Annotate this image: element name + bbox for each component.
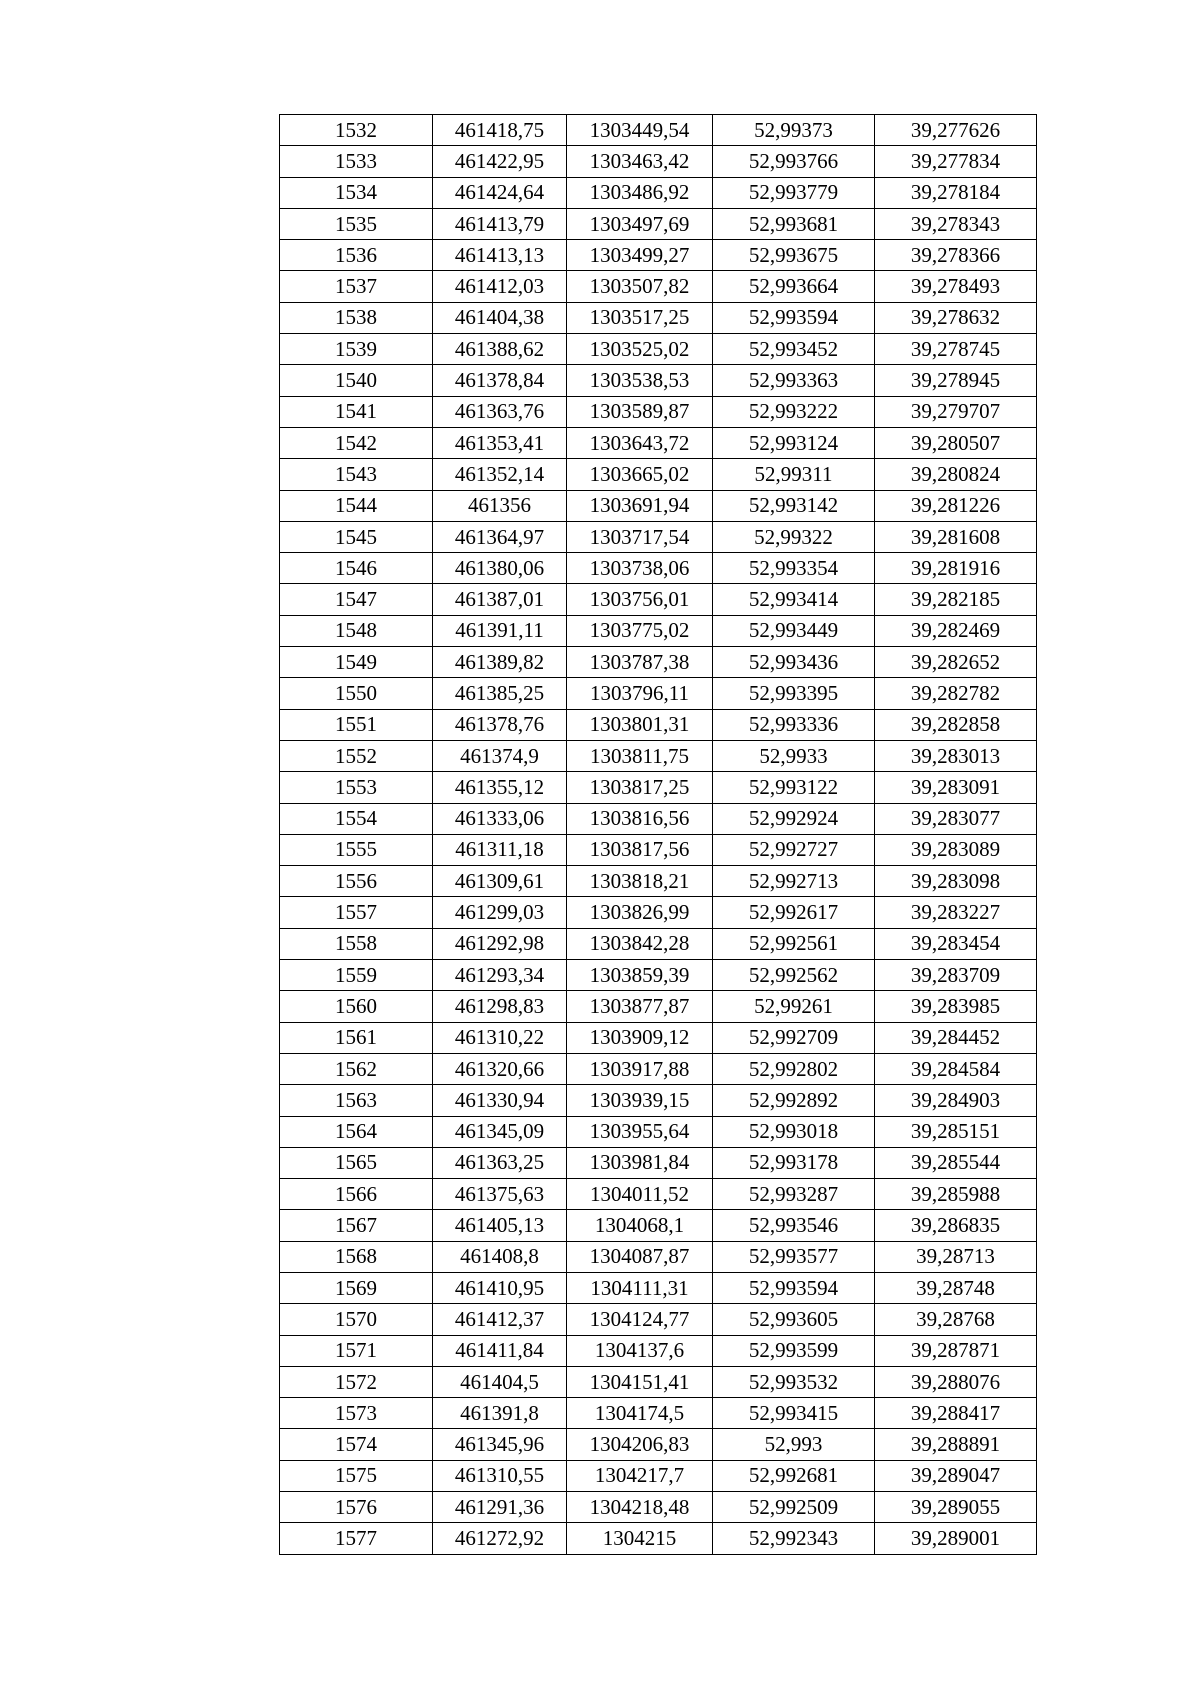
x-coordinate-cell: 461291,36 (433, 1492, 567, 1523)
table-row (280, 1523, 1037, 1554)
point-number-cell: 1537 (280, 271, 433, 302)
latitude-cell: 52,993546 (713, 1210, 875, 1241)
y-coordinate-cell: 1303486,92 (567, 177, 713, 208)
table-row (280, 1460, 1037, 1491)
x-coordinate-cell: 461345,96 (433, 1429, 567, 1460)
latitude-cell: 52,9933 (713, 740, 875, 771)
point-number-cell: 1534 (280, 177, 433, 208)
point-number-cell: 1563 (280, 1085, 433, 1116)
latitude-cell: 52,993142 (713, 490, 875, 521)
y-coordinate-cell: 1304011,52 (567, 1179, 713, 1210)
point-number-cell: 1559 (280, 960, 433, 991)
latitude-cell: 52,993532 (713, 1366, 875, 1397)
x-coordinate-cell: 461320,66 (433, 1053, 567, 1084)
point-number-cell: 1557 (280, 897, 433, 928)
y-coordinate-cell: 1303538,53 (567, 365, 713, 396)
y-coordinate-cell: 1304087,87 (567, 1241, 713, 1272)
table-row (280, 928, 1037, 959)
table-row (280, 1272, 1037, 1303)
x-coordinate-cell: 461405,13 (433, 1210, 567, 1241)
longitude-cell: 39,283098 (875, 866, 1037, 897)
latitude-cell: 52,992924 (713, 803, 875, 834)
y-coordinate-cell: 1303816,56 (567, 803, 713, 834)
y-coordinate-cell: 1304137,6 (567, 1335, 713, 1366)
longitude-cell: 39,278945 (875, 365, 1037, 396)
x-coordinate-cell: 461391,11 (433, 615, 567, 646)
longitude-cell: 39,28713 (875, 1241, 1037, 1272)
x-coordinate-cell: 461292,98 (433, 928, 567, 959)
longitude-cell: 39,285544 (875, 1147, 1037, 1178)
latitude-cell: 52,993675 (713, 240, 875, 271)
y-coordinate-cell: 1303796,11 (567, 678, 713, 709)
latitude-cell: 52,993577 (713, 1241, 875, 1272)
x-coordinate-cell: 461375,63 (433, 1179, 567, 1210)
x-coordinate-cell: 461418,75 (433, 115, 567, 146)
x-coordinate-cell: 461411,84 (433, 1335, 567, 1366)
point-number-cell: 1565 (280, 1147, 433, 1178)
y-coordinate-cell: 1303643,72 (567, 427, 713, 458)
longitude-cell: 39,283227 (875, 897, 1037, 928)
point-number-cell: 1550 (280, 678, 433, 709)
y-coordinate-cell: 1304174,5 (567, 1398, 713, 1429)
x-coordinate-cell: 461391,8 (433, 1398, 567, 1429)
latitude-cell: 52,993 (713, 1429, 875, 1460)
y-coordinate-cell: 1303756,01 (567, 584, 713, 615)
longitude-cell: 39,278366 (875, 240, 1037, 271)
table-row (280, 1241, 1037, 1272)
table-row (280, 866, 1037, 897)
x-coordinate-cell: 461412,03 (433, 271, 567, 302)
y-coordinate-cell: 1304206,83 (567, 1429, 713, 1460)
x-coordinate-cell: 461353,41 (433, 427, 567, 458)
longitude-cell: 39,281916 (875, 553, 1037, 584)
x-coordinate-cell: 461333,06 (433, 803, 567, 834)
table-row (280, 1492, 1037, 1523)
longitude-cell: 39,288891 (875, 1429, 1037, 1460)
point-number-cell: 1577 (280, 1523, 433, 1554)
longitude-cell: 39,278184 (875, 177, 1037, 208)
longitude-cell: 39,283985 (875, 991, 1037, 1022)
latitude-cell: 52,993449 (713, 615, 875, 646)
latitude-cell: 52,993681 (713, 208, 875, 239)
x-coordinate-cell: 461404,5 (433, 1366, 567, 1397)
table-row (280, 584, 1037, 615)
point-number-cell: 1551 (280, 709, 433, 740)
y-coordinate-cell: 1303717,54 (567, 521, 713, 552)
latitude-cell: 52,993436 (713, 647, 875, 678)
latitude-cell: 52,992562 (713, 960, 875, 991)
point-number-cell: 1535 (280, 208, 433, 239)
longitude-cell: 39,277834 (875, 146, 1037, 177)
table-row (280, 960, 1037, 991)
table-row (280, 1366, 1037, 1397)
x-coordinate-cell: 461298,83 (433, 991, 567, 1022)
point-number-cell: 1540 (280, 365, 433, 396)
longitude-cell: 39,286835 (875, 1210, 1037, 1241)
longitude-cell: 39,282858 (875, 709, 1037, 740)
table-row (280, 1179, 1037, 1210)
x-coordinate-cell: 461413,13 (433, 240, 567, 271)
latitude-cell: 52,992727 (713, 834, 875, 865)
latitude-cell: 52,993605 (713, 1304, 875, 1335)
longitude-cell: 39,283091 (875, 772, 1037, 803)
longitude-cell: 39,284584 (875, 1053, 1037, 1084)
longitude-cell: 39,288417 (875, 1398, 1037, 1429)
y-coordinate-cell: 1303738,06 (567, 553, 713, 584)
table-row (280, 1210, 1037, 1241)
point-number-cell: 1544 (280, 490, 433, 521)
point-number-cell: 1549 (280, 647, 433, 678)
latitude-cell: 52,993287 (713, 1179, 875, 1210)
y-coordinate-cell: 1303507,82 (567, 271, 713, 302)
point-number-cell: 1554 (280, 803, 433, 834)
latitude-cell: 52,992561 (713, 928, 875, 959)
latitude-cell: 52,992713 (713, 866, 875, 897)
y-coordinate-cell: 1303817,56 (567, 834, 713, 865)
y-coordinate-cell: 1303811,75 (567, 740, 713, 771)
y-coordinate-cell: 1303817,25 (567, 772, 713, 803)
latitude-cell: 52,993599 (713, 1335, 875, 1366)
point-number-cell: 1566 (280, 1179, 433, 1210)
table-row (280, 1147, 1037, 1178)
longitude-cell: 39,278493 (875, 271, 1037, 302)
table-row (280, 396, 1037, 427)
y-coordinate-cell: 1303525,02 (567, 334, 713, 365)
y-coordinate-cell: 1303826,99 (567, 897, 713, 928)
coordinates-table (279, 114, 1037, 1555)
table-row (280, 365, 1037, 396)
latitude-cell: 52,993594 (713, 1272, 875, 1303)
latitude-cell: 52,993124 (713, 427, 875, 458)
longitude-cell: 39,284452 (875, 1022, 1037, 1053)
longitude-cell: 39,283013 (875, 740, 1037, 771)
y-coordinate-cell: 1303955,64 (567, 1116, 713, 1147)
x-coordinate-cell: 461311,18 (433, 834, 567, 865)
y-coordinate-cell: 1303589,87 (567, 396, 713, 427)
point-number-cell: 1558 (280, 928, 433, 959)
point-number-cell: 1573 (280, 1398, 433, 1429)
latitude-cell: 52,992709 (713, 1022, 875, 1053)
latitude-cell: 52,993018 (713, 1116, 875, 1147)
x-coordinate-cell: 461364,97 (433, 521, 567, 552)
table-row (280, 678, 1037, 709)
table-row (280, 115, 1037, 146)
table-row (280, 1429, 1037, 1460)
longitude-cell: 39,282782 (875, 678, 1037, 709)
y-coordinate-cell: 1303449,54 (567, 115, 713, 146)
x-coordinate-cell: 461388,62 (433, 334, 567, 365)
latitude-cell: 52,992892 (713, 1085, 875, 1116)
x-coordinate-cell: 461310,55 (433, 1460, 567, 1491)
point-number-cell: 1568 (280, 1241, 433, 1272)
latitude-cell: 52,993415 (713, 1398, 875, 1429)
table-row (280, 1085, 1037, 1116)
longitude-cell: 39,289047 (875, 1460, 1037, 1491)
point-number-cell: 1572 (280, 1366, 433, 1397)
table-row (280, 208, 1037, 239)
latitude-cell: 52,99311 (713, 459, 875, 490)
y-coordinate-cell: 1304215 (567, 1523, 713, 1554)
x-coordinate-cell: 461345,09 (433, 1116, 567, 1147)
latitude-cell: 52,993363 (713, 365, 875, 396)
table-row (280, 647, 1037, 678)
latitude-cell: 52,992681 (713, 1460, 875, 1491)
y-coordinate-cell: 1303859,39 (567, 960, 713, 991)
y-coordinate-cell: 1304111,31 (567, 1272, 713, 1303)
y-coordinate-cell: 1303665,02 (567, 459, 713, 490)
y-coordinate-cell: 1303909,12 (567, 1022, 713, 1053)
table-row (280, 427, 1037, 458)
table-row (280, 490, 1037, 521)
point-number-cell: 1567 (280, 1210, 433, 1241)
y-coordinate-cell: 1304124,77 (567, 1304, 713, 1335)
x-coordinate-cell: 461424,64 (433, 177, 567, 208)
point-number-cell: 1552 (280, 740, 433, 771)
point-number-cell: 1548 (280, 615, 433, 646)
point-number-cell: 1553 (280, 772, 433, 803)
longitude-cell: 39,28748 (875, 1272, 1037, 1303)
x-coordinate-cell: 461408,8 (433, 1241, 567, 1272)
x-coordinate-cell: 461352,14 (433, 459, 567, 490)
x-coordinate-cell: 461355,12 (433, 772, 567, 803)
x-coordinate-cell: 461374,9 (433, 740, 567, 771)
table-row (280, 1304, 1037, 1335)
table-row (280, 1398, 1037, 1429)
latitude-cell: 52,993122 (713, 772, 875, 803)
table-row (280, 1335, 1037, 1366)
longitude-cell: 39,278745 (875, 334, 1037, 365)
x-coordinate-cell: 461293,34 (433, 960, 567, 991)
longitude-cell: 39,278343 (875, 208, 1037, 239)
point-number-cell: 1562 (280, 1053, 433, 1084)
table-row (280, 302, 1037, 333)
longitude-cell: 39,285151 (875, 1116, 1037, 1147)
latitude-cell: 52,993222 (713, 396, 875, 427)
y-coordinate-cell: 1304218,48 (567, 1492, 713, 1523)
x-coordinate-cell: 461389,82 (433, 647, 567, 678)
longitude-cell: 39,279707 (875, 396, 1037, 427)
longitude-cell: 39,281608 (875, 521, 1037, 552)
longitude-cell: 39,280824 (875, 459, 1037, 490)
longitude-cell: 39,283077 (875, 803, 1037, 834)
latitude-cell: 52,993452 (713, 334, 875, 365)
table-row (280, 740, 1037, 771)
point-number-cell: 1556 (280, 866, 433, 897)
point-number-cell: 1571 (280, 1335, 433, 1366)
longitude-cell: 39,278632 (875, 302, 1037, 333)
longitude-cell: 39,283709 (875, 960, 1037, 991)
latitude-cell: 52,993336 (713, 709, 875, 740)
latitude-cell: 52,993414 (713, 584, 875, 615)
x-coordinate-cell: 461309,61 (433, 866, 567, 897)
x-coordinate-cell: 461272,92 (433, 1523, 567, 1554)
longitude-cell: 39,28768 (875, 1304, 1037, 1335)
table-row (280, 1053, 1037, 1084)
x-coordinate-cell: 461356 (433, 490, 567, 521)
point-number-cell: 1545 (280, 521, 433, 552)
x-coordinate-cell: 461410,95 (433, 1272, 567, 1303)
x-coordinate-cell: 461380,06 (433, 553, 567, 584)
x-coordinate-cell: 461363,76 (433, 396, 567, 427)
table-row (280, 803, 1037, 834)
point-number-cell: 1543 (280, 459, 433, 490)
x-coordinate-cell: 461387,01 (433, 584, 567, 615)
table-row (280, 459, 1037, 490)
point-number-cell: 1570 (280, 1304, 433, 1335)
y-coordinate-cell: 1303801,31 (567, 709, 713, 740)
y-coordinate-cell: 1303499,27 (567, 240, 713, 271)
point-number-cell: 1569 (280, 1272, 433, 1303)
table-row (280, 146, 1037, 177)
latitude-cell: 52,992343 (713, 1523, 875, 1554)
point-number-cell: 1546 (280, 553, 433, 584)
longitude-cell: 39,288076 (875, 1366, 1037, 1397)
point-number-cell: 1536 (280, 240, 433, 271)
table-row (280, 991, 1037, 1022)
longitude-cell: 39,289001 (875, 1523, 1037, 1554)
table-row (280, 615, 1037, 646)
longitude-cell: 39,283089 (875, 834, 1037, 865)
table-row (280, 553, 1037, 584)
point-number-cell: 1560 (280, 991, 433, 1022)
y-coordinate-cell: 1303842,28 (567, 928, 713, 959)
x-coordinate-cell: 461310,22 (433, 1022, 567, 1053)
x-coordinate-cell: 461299,03 (433, 897, 567, 928)
table-row (280, 334, 1037, 365)
point-number-cell: 1547 (280, 584, 433, 615)
longitude-cell: 39,282652 (875, 647, 1037, 678)
y-coordinate-cell: 1303818,21 (567, 866, 713, 897)
table-row (280, 772, 1037, 803)
point-number-cell: 1574 (280, 1429, 433, 1460)
point-number-cell: 1533 (280, 146, 433, 177)
latitude-cell: 52,993664 (713, 271, 875, 302)
point-number-cell: 1575 (280, 1460, 433, 1491)
y-coordinate-cell: 1304068,1 (567, 1210, 713, 1241)
point-number-cell: 1564 (280, 1116, 433, 1147)
point-number-cell: 1538 (280, 302, 433, 333)
latitude-cell: 52,993766 (713, 146, 875, 177)
longitude-cell: 39,281226 (875, 490, 1037, 521)
coordinates-table-body (280, 115, 1037, 1555)
y-coordinate-cell: 1303917,88 (567, 1053, 713, 1084)
y-coordinate-cell: 1303463,42 (567, 146, 713, 177)
x-coordinate-cell: 461385,25 (433, 678, 567, 709)
table-row (280, 1116, 1037, 1147)
latitude-cell: 52,992802 (713, 1053, 875, 1084)
y-coordinate-cell: 1303981,84 (567, 1147, 713, 1178)
point-number-cell: 1541 (280, 396, 433, 427)
table-row (280, 709, 1037, 740)
y-coordinate-cell: 1303691,94 (567, 490, 713, 521)
latitude-cell: 52,99373 (713, 115, 875, 146)
point-number-cell: 1561 (280, 1022, 433, 1053)
table-row (280, 240, 1037, 271)
point-number-cell: 1555 (280, 834, 433, 865)
point-number-cell: 1542 (280, 427, 433, 458)
x-coordinate-cell: 461363,25 (433, 1147, 567, 1178)
longitude-cell: 39,284903 (875, 1085, 1037, 1116)
latitude-cell: 52,993178 (713, 1147, 875, 1178)
latitude-cell: 52,992617 (713, 897, 875, 928)
y-coordinate-cell: 1304217,7 (567, 1460, 713, 1491)
y-coordinate-cell: 1303877,87 (567, 991, 713, 1022)
latitude-cell: 52,993395 (713, 678, 875, 709)
longitude-cell: 39,287871 (875, 1335, 1037, 1366)
longitude-cell: 39,280507 (875, 427, 1037, 458)
y-coordinate-cell: 1303775,02 (567, 615, 713, 646)
x-coordinate-cell: 461404,38 (433, 302, 567, 333)
table-row (280, 897, 1037, 928)
table-row (280, 521, 1037, 552)
table-row (280, 271, 1037, 302)
x-coordinate-cell: 461422,95 (433, 146, 567, 177)
point-number-cell: 1539 (280, 334, 433, 365)
longitude-cell: 39,289055 (875, 1492, 1037, 1523)
longitude-cell: 39,282185 (875, 584, 1037, 615)
x-coordinate-cell: 461412,37 (433, 1304, 567, 1335)
longitude-cell: 39,283454 (875, 928, 1037, 959)
x-coordinate-cell: 461330,94 (433, 1085, 567, 1116)
point-number-cell: 1532 (280, 115, 433, 146)
table-row (280, 177, 1037, 208)
longitude-cell: 39,285988 (875, 1179, 1037, 1210)
latitude-cell: 52,993779 (713, 177, 875, 208)
latitude-cell: 52,993594 (713, 302, 875, 333)
latitude-cell: 52,99261 (713, 991, 875, 1022)
y-coordinate-cell: 1304151,41 (567, 1366, 713, 1397)
point-number-cell: 1576 (280, 1492, 433, 1523)
table-row (280, 1022, 1037, 1053)
y-coordinate-cell: 1303517,25 (567, 302, 713, 333)
longitude-cell: 39,282469 (875, 615, 1037, 646)
y-coordinate-cell: 1303787,38 (567, 647, 713, 678)
latitude-cell: 52,99322 (713, 521, 875, 552)
y-coordinate-cell: 1303939,15 (567, 1085, 713, 1116)
x-coordinate-cell: 461413,79 (433, 208, 567, 239)
latitude-cell: 52,992509 (713, 1492, 875, 1523)
longitude-cell: 39,277626 (875, 115, 1037, 146)
y-coordinate-cell: 1303497,69 (567, 208, 713, 239)
x-coordinate-cell: 461378,84 (433, 365, 567, 396)
table-row (280, 834, 1037, 865)
x-coordinate-cell: 461378,76 (433, 709, 567, 740)
latitude-cell: 52,993354 (713, 553, 875, 584)
